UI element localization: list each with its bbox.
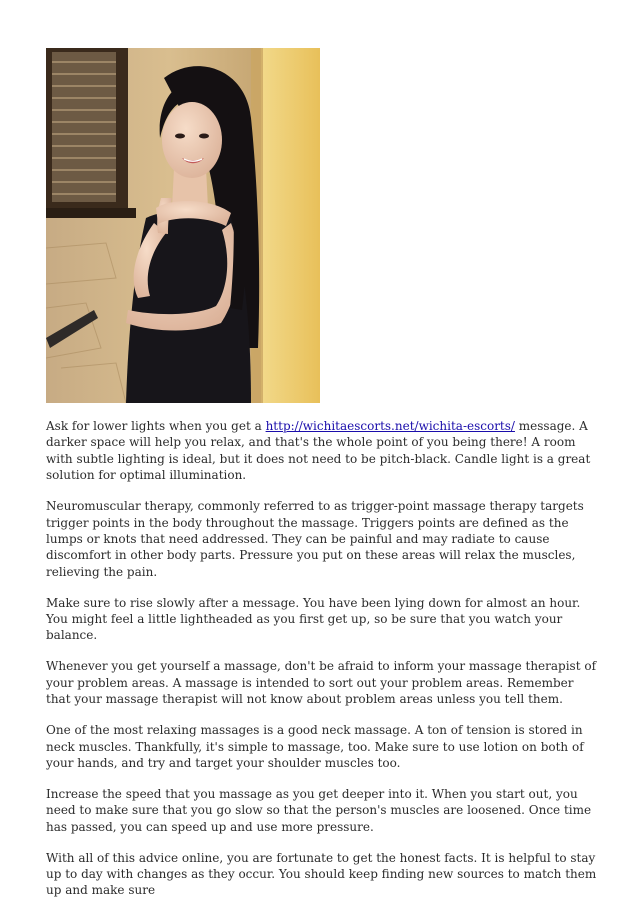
paragraph-problem-areas: Whenever you get yourself a massage, don't be afraid to inform your massage therapist of your problem areas. A massage is intended to sort out your problem areas. Remember that your massage therapist will not know about problem areas unless you tell them. [46,659,597,707]
paragraph-lighting [46,418,598,484]
paragraph-advice: With all of this advice online, you are fortunate to get the honest facts. It is helpful to stay up to day with changes as they occur. You should keep finding new sources to match them up and make sure [46,850,597,898]
paragraph-text: Ask for lower lights when you get a [46,419,266,433]
paragraph-speed: Increase the speed that you massage as you get deeper into it. When you start out, you need to make sure that you go slow so that the person's muscles are loosened. Once time has passed, you can speed up and use more pressure. [46,786,592,834]
paragraph-text: message. A darker space will help you relax, and that's the whole point of you being there! A room with subtle lighting is ideal, but it does not need to be pitch-black. Candle light is a great solution for optimal illumination. [46,419,591,483]
paragraph-neuromuscular: Neuromuscular therapy, commonly referred to as trigger-point massage therapy targets trigger points in the body throughout the massage. Triggers points are defined as the lumps or knots that need addressed. They can be painful and may radiate to cause discomfort in other body parts. Pressure you put on these areas will relax the muscles, relieving the pain. [46,499,584,579]
portrait-photo [46,48,320,403]
wichita-escorts-link[interactable]: http://wichitaescorts.net/wichita-escorts/ [265,419,515,433]
paragraph-rise-slowly: Make sure to rise slowly after a message. You have been lying down for almost an hour. You might feel a little lightheaded as you first get up, so be sure that you watch your balance. [46,595,581,643]
article-body [46,418,598,913]
paragraph-neck-massage: One of the most relaxing massages is a good neck massage. A ton of tension is stored in neck muscles. Thankfully, it's simple to massage, too. Make sure to use lotion on both of your hands, and try and target your shoulder muscles too. [46,723,584,770]
